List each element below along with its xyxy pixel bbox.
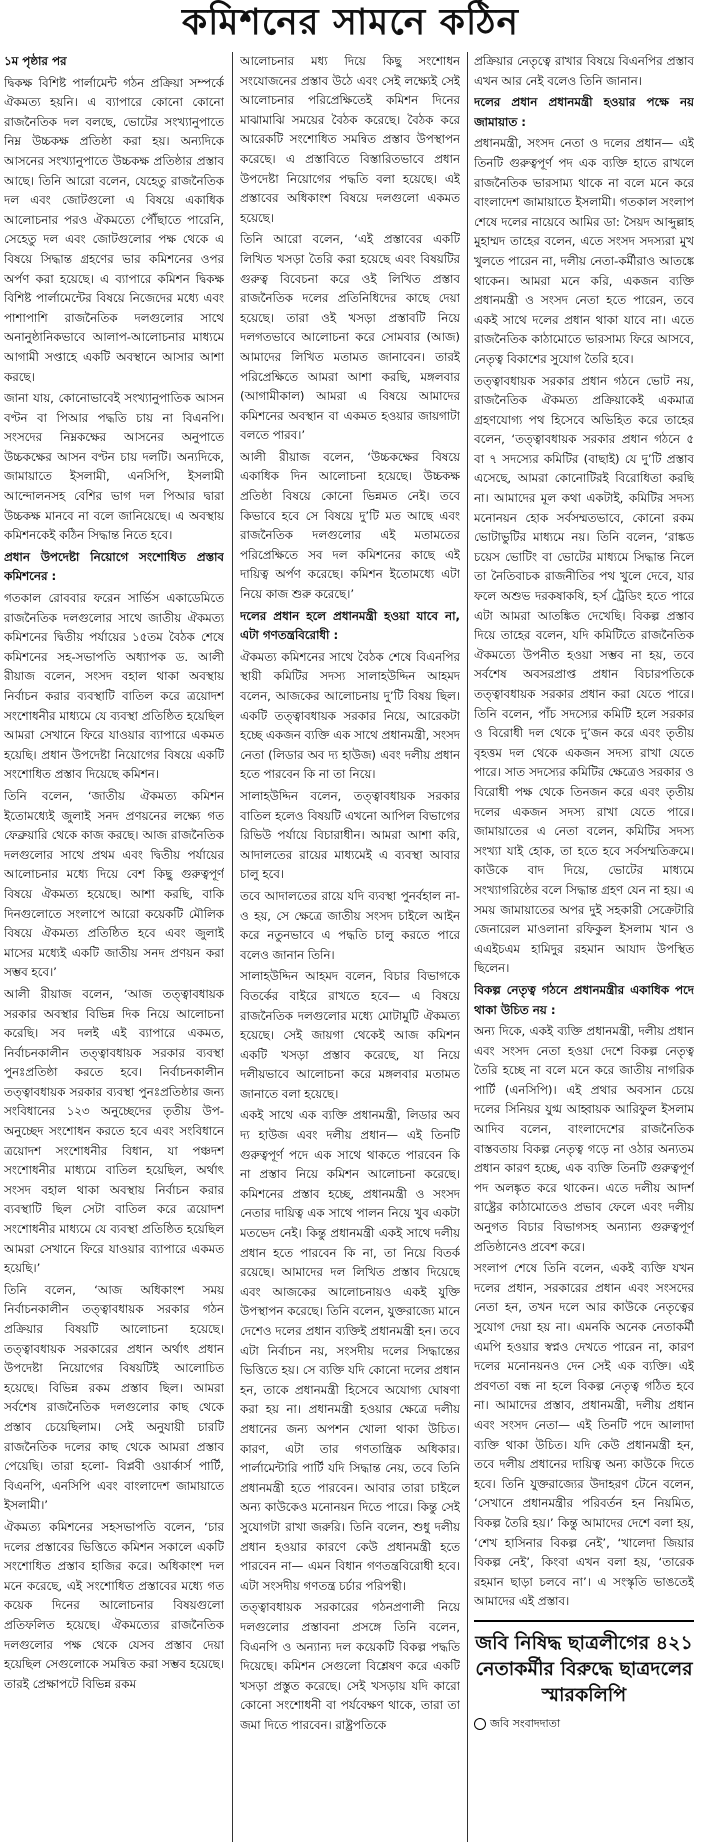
paragraph: ঐকমত্য কমিশনের সাথে বৈঠক শেষে বিএনপির স্থায়ী কমিটির সদস্য সালাহউদ্দিন আহমদ বলেন, আজকের আলোচনায় দু’টি বিষয় ছিল। একটি তত্ত্বাবধায়ক সরকার নিয়ে, আরেকটা হচ্ছে একজন ব্যক্তি এক সাথে প্রধানমন্ত্রী, সংসদ নেতা (লিডার অব দ্য হাউজ) এবং দলীয় প্রধান হতে পারবেন কি না তা নিয়ে। xyxy=(240,649,460,782)
subheading: দলের প্রধান হলে প্রধানমন্ত্রী হওয়া যাবে না, এটা গণতন্ত্রবিরোধী : xyxy=(240,608,460,643)
paragraph: তত্ত্বাবধায়ক সরকার প্রধান গঠনে ভোট নয়, রাজনৈতিক ঐকমত্য প্রক্রিয়াকেই একমাত্র গ্রহণযোগ্য পথ হিসেবে অভিহিত করে তাহের বলেন, ‘তত্ত্বাবধায়ক সরকার প্রধান গঠনে ৫ বা ৭ সদস্যের কমিটির (বাছাই) যে দু’টি প্রস্তাব এসেছে, আমরা কোনোটিরই বিরোধিতা করছি না। আমাদের মূল কথা একটাই, কমিটির সদস্য মনোনয়ন হোক সর্বসম্মতভাবে, কোনো রকম ভোটাভুটির মাধ্যমে নয়। তিনি বলেন, ‘রাঙ্কড চয়েস ভোটিং বা ভোটের মাধ্যমে সিদ্ধান্ত নিলে তা নৈতিবাচক রাজনীতির পথ খুলে দেবে, যার ফলে অশুভ দরকষাকষি, হর্স ট্রেডিং হতে পারে এটা আমরা আতঙ্কিত দেখেছি। বিকল্প প্রস্তাব দিয়ে তাহের বলেন, যদি কমিটিতে রাজনৈতিক ঐকমত্যে উপনীত হওয়া সম্ভব না হয়, তবে সর্বশেষ অবসরপ্রাপ্ত প্রধান বিচারপতিকে তত্ত্বাবধায়ক সরকার প্রধান করা যেতে পারে। তিনি বলেন, পাঁচ সদস্যের কমিটি হলে সরকার ও বিরোধী দল থেকে দু’জন করে এবং তৃতীয় বৃহত্তম দল থেকে একজন সদস্য রাখা যেতে পারে। সাত সদস্যের কমিটির ক্ষেত্রেও সরকার ও বিরোধী পক্ষ থেকে তিনজন করে এবং তৃতীয় দলের একজন সদস্য রাখা যেতে পারে। জামায়াতের এ নেতা বলেন, কমিটির সদস্য সংখ্যা যাই হোক, তা হতে হবে সর্বসম্মতিক্রমে। কাউকে বাদ দিয়ে, ভোটের মাধ্যমে সংখ্যাগরিষ্ঠের বলে সিদ্ধান্ত গ্রহণ যেন না হয়। এ সময় জামায়াতের অপর দুই সহকারী সেক্রেটারি জেনারেল মাওলানা রফিকুল ইসলাম খান ও এএইচএম হামিদুর রহমান আযাদ উপস্থিত ছিলেন। xyxy=(474,373,694,976)
byline xyxy=(474,1714,694,1734)
paragraph: প্রধানমন্ত্রী, সংসদ নেতা ও দলের প্রধান— এই তিনটি গুরুত্বপূর্ণ পদ এক ব্যক্তি হাতে রাখলে রাজনৈতিক ভারসাম্য থাকে না বলে মনে করে বাংলাদেশ জামায়াতে ইসলামী। গতকাল সংলাপ শেষে দলের নায়েবে আমির ডা: সৈয়দ আব্দুল্লাহ মুহাম্মদ তাহের বলেন, এতে সংসদ সদস্যরা মুখ খুলতে পারেন না, দলীয় নেতা-কর্মীরাও আতঙ্কে থাকেন। আমরা মনে করি, একজন ব্যক্তি প্রধানমন্ত্রী ও সংসদ নেতা হতে পারেন, তবে একই সাথে দলের প্রধান থাকা যাবে না। এতে রাজনৈতিক কাঠামোতে ভারসাম্য ফিরে আসবে, নেতৃত্ব বিকাশের সুযোগ তৈরি হবে। xyxy=(474,136,694,366)
paragraph: দ্বিকক্ষ বিশিষ্ট পার্লামেন্ট গঠন প্রক্রিয়া সম্পর্কে ঐকমত্য হয়নি। এ ব্যাপারে কোনো কোনো রাজনৈতিক দল বলছে, ভোটের সংখ্যানুপাতে নিম্ন উচ্চকক্ষ প্রতিষ্ঠা করা হয়। অন্যদিকে আসনের সংখ্যানুপাতে উচ্চকক্ষ প্রতিষ্ঠার প্রস্তাব আছে। তিনি আরো বলেন, যেহেতু রাজনৈতিক দল এবং জোটগুলো এ বিষয়ে একাধিক আলোচনার পরও ঐকমত্যে পৌঁছাতে পারেনি, সেহেতু দল এবং জোটগুলোর পক্ষ থেকে এ বিষয়ে সিদ্ধান্ত গ্রহণের ভার কমিশনের ওপর অর্পণ করা হয়েছে। এ ব্যাপারে কমিশন দ্বিকক্ষ বিশিষ্ট পার্লামেন্টের বিষয়ে নিজেদের মধ্যে এবং পাশাপাশি রাজনৈতিক দলগুলোর সাথে অনানুষ্ঠানিকভাবে আলাপ-আলোচনার মাধ্যমে আগামী সপ্তাহে একটি অবস্থানে আসার আশা করছে। xyxy=(4,75,224,384)
paragraph: একই সাথে এক ব্যক্তি প্রধানমন্ত্রী, লিডার অব দ্য হাউজ এবং দলীয় প্রধান— এই তিনটি গুরুত্বপূর্ণ পদে এক সাথে থাকতে পারবেন কি না প্রস্তাব নিয়ে কমিশন আলোচনা করেছে। কমিশনের প্রস্তাব হচ্ছে, প্রধানমন্ত্রী ও সংসদ নেতার দায়িত্ব এক সাথে পালন নিয়ে খুব একটা মতভেদ নেই। কিন্তু প্রধানমন্ত্রী একই সাথে দলীয় প্রধান হতে পারবেন কি না, তা নিয়ে বিতর্ক রয়েছে। আমাদের দল লিখিত প্রস্তাব দিয়েছে এবং আজকের আলোচনায়ও একই যুক্তি উপস্থাপন করেছে। তিনি বলেন, যুক্তরাজ্যে মানে দেশেও দলের প্রধান ব্যক্তিই প্রধানমন্ত্রী হন। তবে এটা নির্বাচন নয়, সংসদীয় দলের সিদ্ধান্তের ভিত্তিতে হয়। সে ব্যক্তি যদি কোনো দলের প্রধান হন, তাকে প্রধানমন্ত্রী হিসেবে অযোগ্য ঘোষণা করা হয় না। প্রধানমন্ত্রী হওয়ার ক্ষেত্রে দলীয় প্রধানের জন্য অপশন খোলা থাকা উচিত। কারণ, এটা তার গণতান্ত্রিক অধিকার। পার্লামেন্টারি পার্টি যদি সিদ্ধান্ত নেয়, তবে তিনি প্রধানমন্ত্রী হতে পারবেন। আবার তারা চাইলে অন্য কাউকেও মনোনয়ন দিতে পারে। কিন্তু সেই সুযোগটা রাখা জরুরি। তিনি বলেন, শুধু দলীয় প্রধান হওয়ার কারণে কেউ প্রধানমন্ত্রী হতে পারবেন না— এমন বিধান গণতন্ত্রবিরোধী হবে। এটা সংসদীয় গণতন্ত্র চর্চার পরিপন্থী। xyxy=(240,1108,460,1593)
paragraph: সালাহউদ্দিন বলেন, তত্ত্বাবধায়ক সরকার বাতিল হলেও বিষয়টি এখনো আপিল বিভাগের রিভিউ পর্যায়ে বিচারাধীন। আমরা আশা করি, আদালতের রায়ের মাধ্যমেই এ ব্যবস্থা আবার চালু হবে। xyxy=(240,788,460,882)
related-news-box xyxy=(474,1620,694,1734)
column-1 xyxy=(4,52,224,1842)
paragraph: সংলাপ শেষে তিনি বলেন, একই ব্যক্তি যখন দলের প্রধান, সরকারের প্রধান এবং সংসদের নেতা হন, তখন দলে আর কাউকে নেতৃত্বের সুযোগ দেয়া হয় না। এমনকি অনেক নেতাকর্মী এমপি হওয়ার স্বপ্নও দেখতে পারেন না, কারণ দলের মনোনয়নও দেন সেই এক ব্যক্তি। এই প্রবণতা বন্ধ না হলে বিকল্প নেতৃত্ব গঠিত হবে না। আমাদের প্রস্তাব, প্রধানমন্ত্রী, দলীয় প্রধান এবং সংসদ নেতা— এই তিনটি পদে আলাদা ব্যক্তি থাকা উচিত। যদি কেউ প্রধানমন্ত্রী হন, তবে দলীয় প্রধানের দায়িত্ব অন্য কাউকে দিতে হবে। তিনি যুক্তরাজ্যের উদাহরণ টেনে বলেন, ‘সেখানে প্রধানমন্ত্রীর পরিবর্তন হন নিয়মিত, বিকল্প তৈরি হয়।’ কিন্তু আমাদের দেশে বলা হয়, ‘শেখ হাসিনার বিকল্প নেই’, ‘খালেদা জিয়ার বিকল্প নেই’, কিংবা এখন বলা হয়, ‘তারেক রহমান ছাড়া চলবে না’। এ সংস্কৃতি ভাঙতেই আমাদের এই প্রস্তাব। xyxy=(474,1261,694,1609)
pen-icon xyxy=(474,1718,486,1730)
continued-label: ১ম পৃষ্ঠার পর xyxy=(4,54,67,68)
paragraph: তত্ত্বাবধায়ক সরকারের গঠনপ্রণালী নিয়ে দলগুলোর প্রস্তাবনা প্রসঙ্গে তিনি বলেন, বিএনপি ও অন্যান্য দল কয়েকটি বিকল্প পদ্ধতি দিয়েছে। কমিশন সেগুলো বিশ্লেষণ করে একটি খসড়া প্রস্তুত করেছে। সেই খসড়ায় যদি কারো কোনো সংশোধনী বা পর্যবেক্ষণ থাকে, তারা তা জমা দিতে পারবেন। রাষ্ট্রপতিকে xyxy=(240,1600,460,1732)
paragraph: আলী রীয়াজ বলেন, ‘উচ্চকক্ষের বিষয়ে একাধিক দিন আলোচনা হয়েছে। উচ্চকক্ষ প্রতিষ্ঠা বিষয়ে কোনো ভিন্নমত নেই। তবে কিভাবে হবে সে বিষয়ে দু’টি মত আছে এবং রাজনৈতিক দলগুলোর এই মতামতের পরিপ্রেক্ষিতে সব দল কমিশনের কাছে এই দায়িত্ব অর্পণ করেছে। কমিশন ইতোমধ্যে এটা নিয়ে কাজ শুরু করেছে।’ xyxy=(240,449,460,602)
paragraph: তবে আদালতের রায়ে যদি ব্যবস্থা পুনর্বহাল না-ও হয়, সে ক্ষেত্রে জাতীয় সংসদ চাইলে আইন করে নতুনভাবে এ পদ্ধতি চালু করতে পারে বলেও জানান তিনি। xyxy=(240,888,460,962)
column-divider xyxy=(232,52,233,1842)
subheading: বিকল্প নেতৃত্ব গঠনে প্রধানমন্ত্রীর একাধিক পদে থাকা উচিত নয় : xyxy=(474,982,694,1017)
column-3 xyxy=(474,52,694,1842)
column-divider xyxy=(467,52,468,1842)
paragraph: গতকাল রোববার ফরেন সার্ভিস একাডেমিতে রাজনৈতিক দলগুলোর সাথে জাতীয় ঐকমত্য কমিশনের দ্বিতীয় পর্যায়ের ১৫তম বৈঠক শেষে কমিশনের সহ-সভাপতি অধ্যাপক ড. আলী রীয়াজ বলেন, সংসদ বহাল থাকা অবস্থায় নির্বাচন করার ব্যবস্থাটি বাতিল করে ত্রয়োদশ সংশোধনীর মাধ্যমে যে ব্যবস্থা প্রতিষ্ঠিত হয়েছিল আমরা সেখানে ফিরে যাওয়ার ব্যাপারে একমত হয়েছি। প্রধান উপদেষ্টা নিয়োগের বিষয়ে একটি সংশোধিত প্রস্তাব দিয়েছে কমিশন। xyxy=(4,591,224,782)
related-news-title: জবি নিষিদ্ধ ছাত্রলীগের ৪২১ নেতাকর্মীর বিরুদ্ধে ছাত্রদলের স্মারকলিপি xyxy=(475,1631,693,1706)
paragraph: তিনি বলেন, ‘জাতীয় ঐকমত্য কমিশন ইতোমধ্যেই জুলাই সনদ প্রণয়নের লক্ষ্যে গত ফেব্রুয়ারি থেকে কাজ করছে। আজ রাজনৈতিক দলগুলোর সাথে প্রথম এবং দ্বিতীয় পর্যায়ের আলোচনার মধ্যে দিয়ে বেশ কিছু গুরুত্বপূর্ণ বিষয়ে ঐকমত্য হয়েছে। আশা করছি, বাকি দিনগুলোতে সংলাপে আরো কয়েকটি মৌলিক বিষয়ে ঐকমত্য প্রতিষ্ঠিত হবে এবং জুলাই মাসের মধ্যেই একটি জাতীয় সনদ প্রণয়ন করা সম্ভব হবে।’ xyxy=(4,788,224,980)
headline: কমিশনের সামনে কঠিন xyxy=(182,1,519,43)
subheading: দলের প্রধান প্রধানমন্ত্রী হওয়ার পক্ষে নয় জামায়াত : xyxy=(474,95,694,129)
paragraph: তিনি বলেন, ‘আজ অধিকাংশ সময় নির্বাচনকালীন তত্ত্বাবধায়ক সরকার গঠন প্রক্রিয়ার বিষয়টি আলোচনা হয়েছে। তত্ত্বাবধায়ক সরকারের প্রধান অর্থাৎ প্রধান উপদেষ্টা নিয়োগের বিষয়টিই আলোচিত হয়েছে। বিভিন্ন রকম প্রস্তাব ছিল। আমরা সর্বশেষ রাজনৈতিক দলগুলোর কাছ থেকে প্রস্তাব চেয়েছিলাম। সেই অনুযায়ী চারটি রাজনৈতিক দলের কাছ থেকে আমরা প্রস্তাব পেয়েছি। তারা হলো- বিপ্লবী ওয়ার্কার্স পার্টি, বিএনপি, এনসিপি এবং বাংলাদেশ জামায়াতে ইসলামী।’ xyxy=(4,1282,224,1513)
paragraph: জানা যায়, কোনোভাবেই সংখ্যানুপাতিক আসন বণ্টন বা পিআর পদ্ধতি চায় না বিএনপি। সংসদের নিম্নকক্ষের আসনের অনুপাতে উচ্চকক্ষের আসন বণ্টন চায় দলটি। অন্যদিকে, জামায়াতে ইসলামী, এনসিপি, ইসলামী আন্দোলনসহ বেশির ভাগ দল পিআর দ্বারা উচ্চকক্ষ মানবে না বলে জানিয়েছে। এ অবস্থায় কমিশনকেই কঠিন সিদ্ধান্ত নিতে হবে। xyxy=(4,391,224,543)
paragraph: অন্য দিকে, একই ব্যক্তি প্রধানমন্ত্রী, দলীয় প্রধান এবং সংসদ নেতা হওয়া দেশে বিকল্প নেতৃত্ব তৈরি হচ্ছে না বলে মনে করে জাতীয় নাগরিক পার্টি (এনসিপি)। এই প্রথার অবসান চেয়ে দলের সিনিয়র যুগ্ম আহ্বায়ক আরিফুল ইসলাম আদিব বলেন, বাংলাদেশের রাজনৈতিক বাস্তবতায় বিকল্প নেতৃত্ব গড়ে না ওঠার অন্যতম প্রধান কারণ হচ্ছে, এক ব্যক্তি তিনটি গুরুত্বপূর্ণ পদ অলঙ্কৃত করে থাকেন। এতে দলীয় আদর্শ রাষ্ট্রের কাঠামোতেও প্রভাব ফেলে এবং দলীয় অনুগত বিচার বিভাগসহ অন্যান্য গুরুত্বপূর্ণ প্রতিষ্ঠানেও প্রবেশ করে। xyxy=(474,1024,694,1254)
paragraph: তিনি আরো বলেন, ‘এই প্রস্তাবের একটি লিখিত খসড়া তৈরি করা হয়েছে এবং বিষয়টির গুরুত্ব বিবেচনা করে ওই লিখিত প্রস্তাব রাজনৈতিক দলের প্রতিনিধিদের কাছে দেয়া হয়েছে। তারা ওই খসড়া প্রস্তাবটি নিয়ে দলগতভাবে আলোচনা করে সোমবার (আজ) আমাদের লিখিত মতামত জানাবেন। তারই পরিপ্রেক্ষিতে আমরা আশা করছি, মঙ্গলবার (আগামীকাল) আমরা এ বিষয়ে আমাদের কমিশনের অবস্থান বা একমত হওয়ার জায়গাটা বলতে পারব।’ xyxy=(240,232,460,443)
byline-text: জবি সংবাদদাতা xyxy=(490,1716,561,1730)
column-2 xyxy=(240,52,460,1842)
subheading: প্রধান উপদেষ্টা নিয়োগে সংশোধিত প্রস্তাব কমিশনের : xyxy=(4,549,224,584)
paragraph: সালাহউদ্দিন আহমদ বলেন, বিচার বিভাগকে বিতর্কের বাইরে রাখতে হবে— এ বিষয়ে রাজনৈতিক দলগুলোর মধ্যে মোটামুটি ঐকমত্য হয়েছে। সেই জায়গা থেকেই আজ কমিশন একটি খসড়া প্রস্তাব করেছে, যা নিয়ে দলীয়ভাবে আলোচনা করে মঙ্গলবার মতামত জানাতে বলা হয়েছে। xyxy=(240,969,460,1101)
paragraph: প্রক্রিয়ার নেতৃত্বে রাখার বিষয়ে বিএনপির প্রস্তাব এখন আর নেই বলেও তিনি জানান। xyxy=(474,54,694,88)
paragraph: ঐকমত্য কমিশনের সহসভাপতি বলেন, ‘চার দলের প্রস্তাবের ভিত্তিতে কমিশন সকালে একটি সংশোধিত প্রস্তাব হাজির করে। অধিকাংশ দল মনে করেছে, এই সংশোধিত প্রস্তাবের মধ্যে গত কয়েক দিনের আলোচনার বিষয়গুলো প্রতিফলিত হয়েছে। ঐকমত্যের রাজনৈতিক দলগুলোর পক্ষ থেকে যেসব প্রস্তাব দেয়া হয়েছিল সেগুলোকে সমন্বিত করা সম্ভব হয়েছে। তারই প্রেক্ষাপটে বিভিন্ন রকম xyxy=(4,1519,224,1691)
paragraph: আলোচনার মধ্য দিয়ে কিছু সংশোধন সংযোজনের প্রস্তাব উঠে এবং সেই লক্ষ্যেই সেই আলোচনার পরিপ্রেক্ষিতেই কমিশন দিনের মাঝামাঝি সময়ের বৈঠক করেছে। বৈঠক করে আরেকটি সংশোধিত সমন্বিত প্রস্তাব উপস্থাপন করেছে। এ প্রস্তাবিতে বিস্তারিতভাবে প্রধান উপদেষ্টা নিয়োগের পদ্ধতি বলা হয়েছে। এই প্রস্তাবের অধিকাংশ বিষয়ে দলগুলো একমত হয়েছে। xyxy=(240,54,460,225)
paragraph: আলী রীয়াজ বলেন, ‘আজ তত্ত্বাবধায়ক সরকার অবস্থার বিভিন্ন দিক নিয়ে আলোচনা করেছি। সব দলই এই ব্যাপারে একমত, নির্বাচনকালীন তত্ত্বাবধায়ক সরকার ব্যবস্থা পুনঃপ্রতিষ্ঠা করতে হবে। নির্বাচনকালীন তত্ত্বাবধায়ক সরকার ব্যবস্থা পুনঃপ্রতিষ্ঠার জন্য সংবিধানের ১২৩ অনুচ্ছেদের তৃতীয় উপ-অনুচ্ছেদ সংশোধন করতে হবে এবং সংবিধানে ত্রয়োদশ সংশোধনীর বিধান, যা পঞ্চদশ সংশোধনীর মাধ্যমে বাতিল হয়েছিল, অর্থাৎ সংসদ বহাল থাকা অবস্থায় নির্বাচন করার ব্যবস্থাটি ছিল সেটা বাতিল করে ত্রয়োদশ সংশোধনীর মাধ্যমে যে ব্যবস্থা প্রতিষ্ঠিত হয়েছিল আমরা সেখানে ফিরে যাওয়ার ব্যাপারে একমত হয়েছি।’ xyxy=(4,986,224,1276)
